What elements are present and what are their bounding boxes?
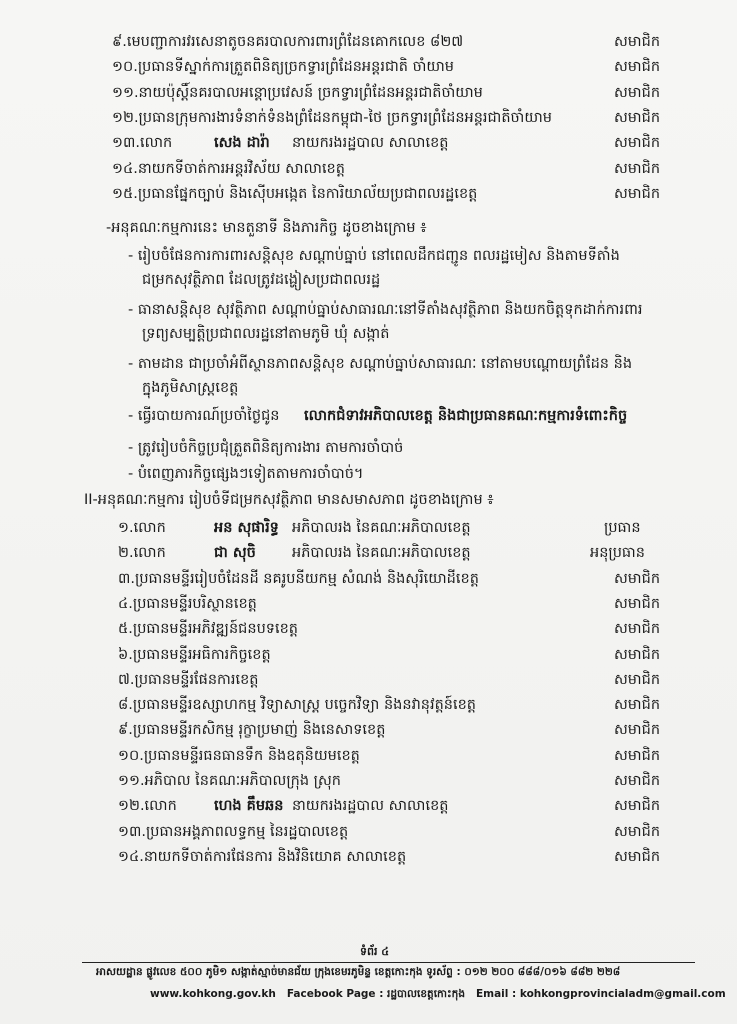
page-number: ទំព័រ ៤ <box>360 945 390 958</box>
member-entry <box>112 133 172 153</box>
member-title: ១១.អភិបាល នៃគណៈអភិបាលក្រុង ស្រុក <box>118 773 342 789</box>
member-title: ១៤.នាយកទីចាត់ការអន្តរវិស័យ សាលាខេត្ត <box>112 160 345 177</box>
footer-email[interactable]: Email : kohkongprovincialadm@gmail.com <box>475 988 726 1000</box>
footer-contacts <box>150 988 726 1003</box>
member-position: នាយករងរដ្ឋបាល សាលាខេត្ត <box>292 135 449 152</box>
duty-line: ជម្រកសុវត្ថិភាព ដែលត្រូវដង្ហៀសប្រជាពលរដ្ឋ <box>142 272 381 288</box>
member-position: អភិបាលរង នៃគណៈអភិបាលខេត្ត <box>292 545 471 562</box>
footer-divider <box>82 962 695 963</box>
member-title: ១២.លោក <box>118 798 177 815</box>
member-title: ១៣.ប្រធានអង្គភាពលទ្ធកម្ម នៃរដ្ឋបាលខេត្ត <box>118 823 349 840</box>
member-role: សមាជិក <box>614 722 661 739</box>
member-entry <box>118 822 348 842</box>
duty-line: - ត្រូវរៀបចំកិច្ចប្រជុំត្រួតពិនិត្យការងារ តាមការចាំបាច់ <box>128 440 404 456</box>
member-role: សមាជិក <box>614 621 661 638</box>
member-title: ៥.ប្រធានមន្ទីរអភិវឌ្ឍន៍ជនបទខេត្ត <box>118 621 298 638</box>
member-role: សមាជិក <box>614 185 661 202</box>
duty-line: ក្នុងភូមិសាស្ត្រខេត្ត <box>142 380 239 396</box>
duty-line: - បំពេញភារកិច្ចផ្សេងៗទៀតតាមការចាំបាច់។ <box>128 466 364 482</box>
duty-line: - តាមដាន ជាប្រចាំអំពីស្ថានភាពសន្តិសុខ សណ្តាប់ធ្នាប់សាធារណៈ នៅតាមបណ្តោយព្រំដែន និង <box>128 356 633 372</box>
member-entry <box>118 543 166 563</box>
member-entry <box>118 645 271 665</box>
duty-line: - ធានាសន្តិសុខ សុវត្ថិភាព សណ្តាប់ធ្នាប់សាធារណៈនៅទីតាំងសុវត្ថិភាព និងយកចិត្តទុកដាក់ការពារ <box>128 302 643 318</box>
member-title: ១.លោក <box>118 520 166 536</box>
footer-facebook[interactable]: Facebook Page : រដ្ឋបាលខេត្តកោះកុង <box>286 988 465 1000</box>
member-role: ប្រធាន <box>604 520 641 536</box>
member-role: សមាជិក <box>614 671 661 688</box>
member-entry <box>112 184 477 204</box>
member-name: សេង ដារ៉ា <box>214 135 270 152</box>
member-title: ៣.ប្រធានមន្ទីររៀបចំដែនដី នគរូបនីយកម្ម សំណង់ និងសុរិយោដីខេត្ត <box>118 570 479 587</box>
member-title: ៤.ប្រធានមន្ទីរបរិស្ថានខេត្ត <box>118 595 257 612</box>
duty-intro: -អនុគណៈកម្មការនេះ មានតួនាទី និងភារកិច្ច ដូចខាងក្រោម ៖ <box>106 220 427 236</box>
member-position: នាយករងរដ្ឋបាល សាលាខេត្ត <box>292 798 449 815</box>
member-entry <box>118 847 406 867</box>
member-role: សមាជិក <box>614 747 661 764</box>
member-entry <box>112 57 454 77</box>
member-role: សមាជិក <box>614 109 661 126</box>
member-entry <box>118 670 258 690</box>
member-title: ១៣.លោក <box>112 135 173 152</box>
member-title: ១៤.នាយកទីចាត់ការផែនការ និងវិនិយោគ សាលាខេត្ត <box>118 848 407 865</box>
member-name: អន សុផារិទ្ធ <box>214 520 279 536</box>
duty-recipient: លោកជំទាវអភិបាលខេត្ត និងជាប្រធានគណៈកម្មការទំពោះកិច្ច <box>304 408 628 424</box>
member-name: ហេង គឹមឆន <box>214 798 284 815</box>
member-title: ៩.ប្រធានមន្ទីរកសិកម្ម រុក្ខាប្រមាញ់ និងនេសាទខេត្ត <box>118 722 386 739</box>
member-entry <box>118 720 385 740</box>
member-entry <box>118 695 476 715</box>
member-role: សមាជិក <box>614 135 661 152</box>
duty-line: ទ្រព្យសម្បត្តិប្រជាពលរដ្ឋនៅតាមភូមិ ឃុំ សង្កាត់ <box>142 326 390 342</box>
member-entry <box>118 746 360 766</box>
member-role: សមាជិក <box>614 160 661 177</box>
member-entry <box>118 594 257 614</box>
member-role: សមាជិក <box>614 848 661 865</box>
member-title: ២.លោក <box>118 545 166 562</box>
member-role: សមាជិក <box>614 59 661 76</box>
member-entry <box>112 108 552 128</box>
member-title: ១៥.ប្រធានផ្នែកច្បាប់ និងស៊ើបអង្កេត នៃការិយាល័យប្រជាពលរដ្ឋខេត្ត <box>112 185 478 202</box>
member-entry <box>112 32 463 52</box>
member-entry <box>118 771 341 791</box>
member-role: សមាជិក <box>614 570 661 587</box>
member-entry <box>118 518 166 538</box>
member-role: សមាជិក <box>614 773 661 789</box>
section2-title: II-អនុគណៈកម្មការ រៀបចំទីជម្រកសុវត្ថិភាព មានសមាសភាព ដូចខាងក្រោម ៖ <box>84 492 494 508</box>
member-entry <box>118 569 479 589</box>
duty-line: - រៀបចំផែនការការពារសន្តិសុខ សណ្តាប់ធ្នាប់ នៅពេលដឹកជញ្ជូន ពលរដ្ឋមៀស និងតាមទីតាំង <box>128 248 620 264</box>
member-role: សមាជិក <box>614 84 661 101</box>
member-entry <box>118 619 298 639</box>
footer-address: អាសយដ្ឋាន ផ្លូវលេខ ៥០០ ភូមិ១ សង្កាត់ស្មាច់មានជ័យ ក្រុងខេមរភូមិន្ទ ខេត្តកោះកុង ទូរស័ព្ទ : ០១២ ២០០ ៨៨៨/០១៦ ៨៨២ ២២៨ <box>96 966 621 978</box>
member-title: ១២.ប្រធានក្រុមការងារទំនាក់ទំនងព្រំដែនកម្ពុជា-ថៃ ច្រកទ្វារព្រំដែនអន្តរជាតិចាំយាម <box>112 109 552 126</box>
member-title: ៨.ប្រធានមន្ទីរឧស្សាហកម្ម វិទ្យាសាស្ត្រ បច្ចេកវិទ្យា និងនវានុវត្តន៍ខេត្ត <box>118 697 476 714</box>
member-role: សមាជិក <box>614 595 661 612</box>
member-title: ៩.មេបញ្ជាការវរសេនាតូចនគរបាលការពារព្រំដែនគោកលេខ ៨២៧ <box>112 34 464 50</box>
member-role: សមាជិក <box>614 34 661 50</box>
member-title: ១០.ប្រធានមន្ទីរធនធានទឹក និងឧតុនិយមខេត្ត <box>118 747 360 764</box>
member-entry <box>112 83 483 103</box>
duty-line: - ធ្វើរបាយការណ៍ប្រចាំថ្ងៃជូន <box>128 408 280 424</box>
member-entry <box>112 159 345 179</box>
member-role: អនុប្រធាន <box>590 545 645 562</box>
member-position: អភិបាលរង នៃគណៈអភិបាលខេត្ត <box>292 520 471 536</box>
footer-website[interactable]: www.kohkong.gov.kh <box>150 988 276 1000</box>
member-title: ១០.ប្រធានទីស្នាក់ការត្រួតពិនិត្យច្រកទ្វារព្រំដែនអន្តរជាតិ ចាំយាម <box>112 59 454 76</box>
member-role: សមាជិក <box>614 697 661 714</box>
member-title: ៦.ប្រធានមន្ទីរអធិការកិច្ចខេត្ត <box>118 646 271 663</box>
member-title: ១១.នាយប៉ុស្តិ៍នគរបាលអន្តោប្រវេសន៍ ច្រកទ្វារព្រំដែនអន្តរជាតិចាំយាម <box>112 84 483 101</box>
member-entry <box>118 796 177 816</box>
member-role: សមាជិក <box>614 798 661 815</box>
member-name: ជា សុចិ <box>214 545 256 562</box>
member-role: សមាជិក <box>614 823 661 840</box>
member-role: សមាជិក <box>614 646 661 663</box>
member-title: ៧.ប្រធានមន្ទីរផែនការខេត្ត <box>118 671 259 688</box>
